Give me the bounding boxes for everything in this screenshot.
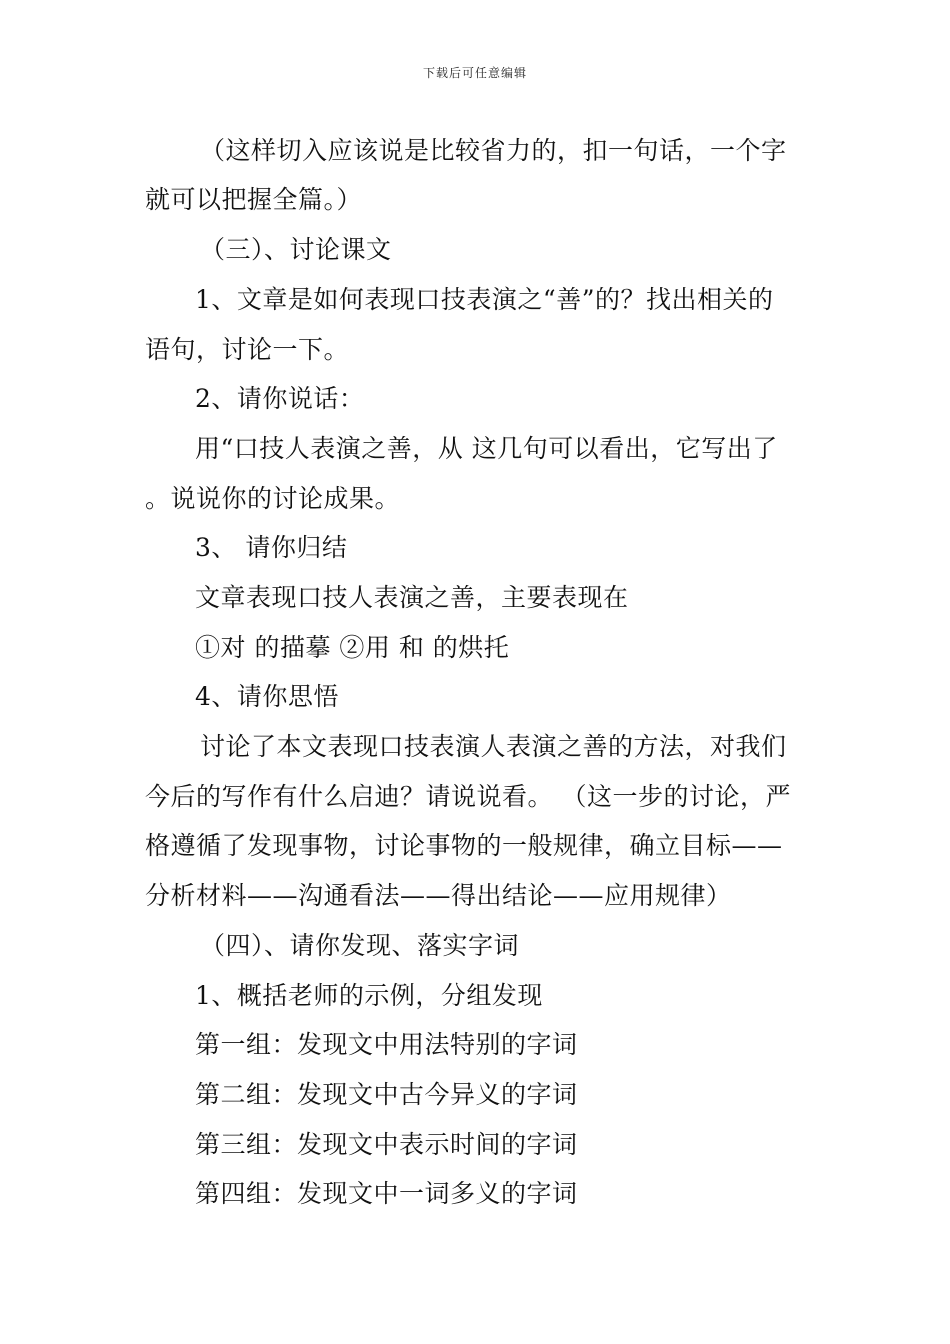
section-heading: （三）、讨论课文 — [200, 235, 392, 264]
paragraph-line: 语句，讨论一下。 — [145, 335, 350, 364]
paragraph-line: 就可以把握全篇。） — [145, 185, 363, 214]
paragraph-line: 格遵循了发现事物，讨论事物的一般规律，确立目标—— — [145, 831, 783, 860]
paragraph-line: 分析材料——沟通看法——得出结论——应用规律） — [145, 881, 732, 910]
paragraph-line: 讨论了本文表现口技表演人表演之善的方法，对我们 — [200, 732, 787, 761]
page-header: 下载后可任意编辑 — [422, 66, 527, 80]
paragraph-line: 4、请你思悟 — [195, 682, 339, 711]
paragraph-line: 1、文章是如何表现口技表演之“善”的？找出相关的 — [195, 285, 774, 314]
paragraph-line: 1、概括老师的示例，分组发现 — [195, 981, 543, 1010]
group-item: 第一组：发现文中用法特别的字词 — [195, 1030, 578, 1059]
paragraph-line: 2、请你说话： — [195, 384, 365, 413]
paragraph-line: 。说说你的讨论成果。 — [145, 484, 401, 513]
paragraph-line: 用“口技人表演之善，从 这几句可以看出，它写出了 — [195, 434, 778, 463]
paragraph-line: 今后的写作有什么启迪？请说说看。 （这一步的讨论，严 — [145, 782, 791, 811]
paragraph-line: （这样切入应该说是比较省力的，扣一句话，一个字 — [200, 136, 787, 165]
group-item: 第二组：发现文中古今异义的字词 — [195, 1080, 578, 1109]
paragraph-line: 3、 请你归结 — [195, 533, 348, 562]
group-item: 第四组：发现文中一词多义的字词 — [195, 1179, 578, 1208]
group-item: 第三组：发现文中表示时间的字词 — [195, 1130, 578, 1159]
section-heading: （四）、请你发现、落实字词 — [200, 931, 520, 960]
paragraph-line: 文章表现口技人表演之善，主要表现在 — [195, 583, 629, 612]
paragraph-line: ①对 的描摹 ②用 和 的烘托 — [195, 633, 510, 662]
